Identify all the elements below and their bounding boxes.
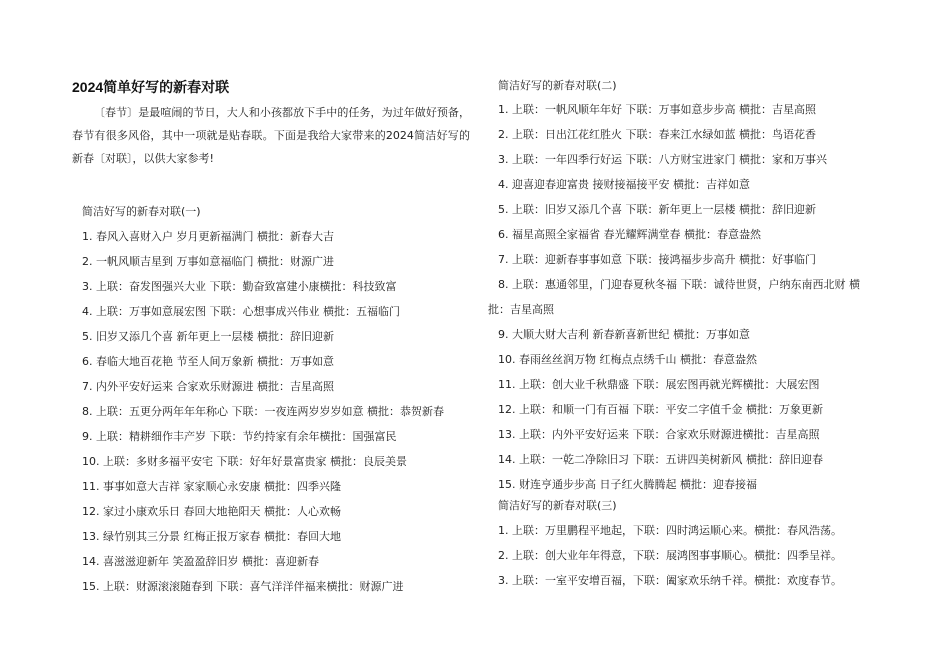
list-item: 2. 上联：日出江花红胜火 下联：春来江水绿如蓝 横批：鸟语花香 — [498, 128, 816, 141]
list-item: 6. 福星高照全家福省 春光耀辉满堂春 横批：春意盎然 — [498, 228, 761, 241]
list-item: 4. 迎喜迎春迎富贵 接财接福接平安 横批：吉祥如意 — [498, 178, 750, 191]
list-item: 13. 绿竹别其三分景 红梅正报万家春 横批：春回大地 — [82, 530, 341, 543]
list-item: 12. 家过小康欢乐日 春回大地艳阳天 横批：人心欢畅 — [82, 505, 341, 518]
list-item: 1. 上联：万里鹏程平地起，下联：四时鸿运顺心来。横批：春风浩荡。 — [498, 524, 842, 537]
list-item: 11. 上联：创大业千秋鼎盛 下联：展宏图再就光辉横批：大展宏图 — [498, 378, 820, 391]
list-item: 10. 春雨丝丝润万物 红梅点点绣千山 横批：春意盎然 — [498, 353, 757, 366]
list-item: 3. 上联：奋发图强兴大业 下联：勤奋致富建小康横批：科技致富 — [82, 280, 397, 293]
section-heading-2: 简洁好写的新春对联(二) — [498, 79, 617, 92]
couplet-list-3 — [498, 518, 842, 593]
list-item: 10. 上联：多财多福平安宅 下联：好年好景富贵家 横批：良辰美景 — [82, 455, 407, 468]
list-item: 6. 春临大地百花艳 节至人间万象新 横批：万事如意 — [82, 355, 334, 368]
list-item: 2. 一帆风顺吉星到 万事如意福临门 横批：财源广进 — [82, 255, 334, 268]
couplet-list-2 — [488, 97, 860, 497]
list-item: 11. 事事如意大吉祥 家家顺心永安康 横批：四季兴隆 — [82, 480, 341, 493]
list-item: 8. 上联：惠通邻里，门迎春夏秋冬福 下联：诚待世贤，户纳东南西北财 横 — [498, 278, 860, 291]
section-heading-3: 简洁好写的新春对联(三) — [498, 499, 617, 512]
list-item: 3. 上联：一年四季行好运 下联：八方财宝进家门 横批：家和万事兴 — [498, 153, 827, 166]
list-item: 1. 春风入喜财入户 岁月更新福满门 横批：新春大吉 — [82, 230, 334, 243]
list-item: 15. 上联：财源滚滚随春到 下联：喜气洋洋伴福来横批：财源广进 — [82, 580, 404, 593]
section-heading-1: 简洁好写的新春对联(一) — [82, 205, 201, 218]
list-item: 9. 上联：精耕细作丰产岁 下联：节约持家有余年横批：国强富民 — [82, 430, 397, 443]
couplet-list-1 — [72, 224, 444, 599]
list-item: 15. 财连亨通步步高 日子红火腾腾起 横批：迎春接福 — [498, 478, 757, 491]
list-item: 13. 上联：内外平安好运来 下联：合家欢乐财源进横批：吉星高照 — [498, 428, 820, 441]
page-title: 2024简单好写的新春对联 — [72, 79, 230, 95]
list-item: 7. 上联：迎新春事事如意 下联：接鸿福步步高升 横批：好事临门 — [498, 253, 816, 266]
list-item: 1. 上联：一帆风顺年年好 下联：万事如意步步高 横批：吉星高照 — [498, 103, 816, 116]
list-item: 2. 上联：创大业年年得意，下联：展鸿图事事顺心。横批：四季呈祥。 — [498, 549, 842, 562]
list-item: 14. 喜滋滋迎新年 笑盈盈辞旧岁 横批：喜迎新春 — [82, 555, 319, 568]
intro-paragraph: 〔春节〕是最喧闹的节日，大人和小孩都放下手中的任务，为过年做好预备，春节有很多风俗，其中一项就是贴春联。下面是我给大家带来的2024简洁好写的新春〔对联〕，以供大家参考! — [72, 106, 470, 165]
list-item: 9. 大顺大财大吉利 新春新喜新世纪 横批：万事如意 — [498, 328, 750, 341]
list-item: 12. 上联：和顺一门有百福 下联：平安二字值千金 横批：万象更新 — [498, 403, 823, 416]
list-item: 3. 上联：一室平安增百福，下联：阖家欢乐纳千祥。横批：欢度春节。 — [498, 574, 842, 587]
list-item-continuation: 批：吉星高照 — [488, 303, 554, 316]
list-item: 5. 上联：旧岁又添几个喜 下联：新年更上一层楼 横批：辞旧迎新 — [498, 203, 816, 216]
list-item: 7. 内外平安好运来 合家欢乐财源进 横批：吉星高照 — [82, 380, 334, 393]
list-item: 14. 上联：一乾二净除旧习 下联：五讲四美树新风 横批：辞旧迎春 — [498, 453, 823, 466]
list-item: 4. 上联：万事如意展宏图 下联：心想事成兴伟业 横批：五福临门 — [82, 305, 400, 318]
list-item: 8. 上联：五更分两年年年称心 下联：一夜连两岁岁岁如意 横批：恭贺新春 — [82, 405, 444, 418]
list-item: 5. 旧岁又添几个喜 新年更上一层楼 横批：辞旧迎新 — [82, 330, 334, 343]
